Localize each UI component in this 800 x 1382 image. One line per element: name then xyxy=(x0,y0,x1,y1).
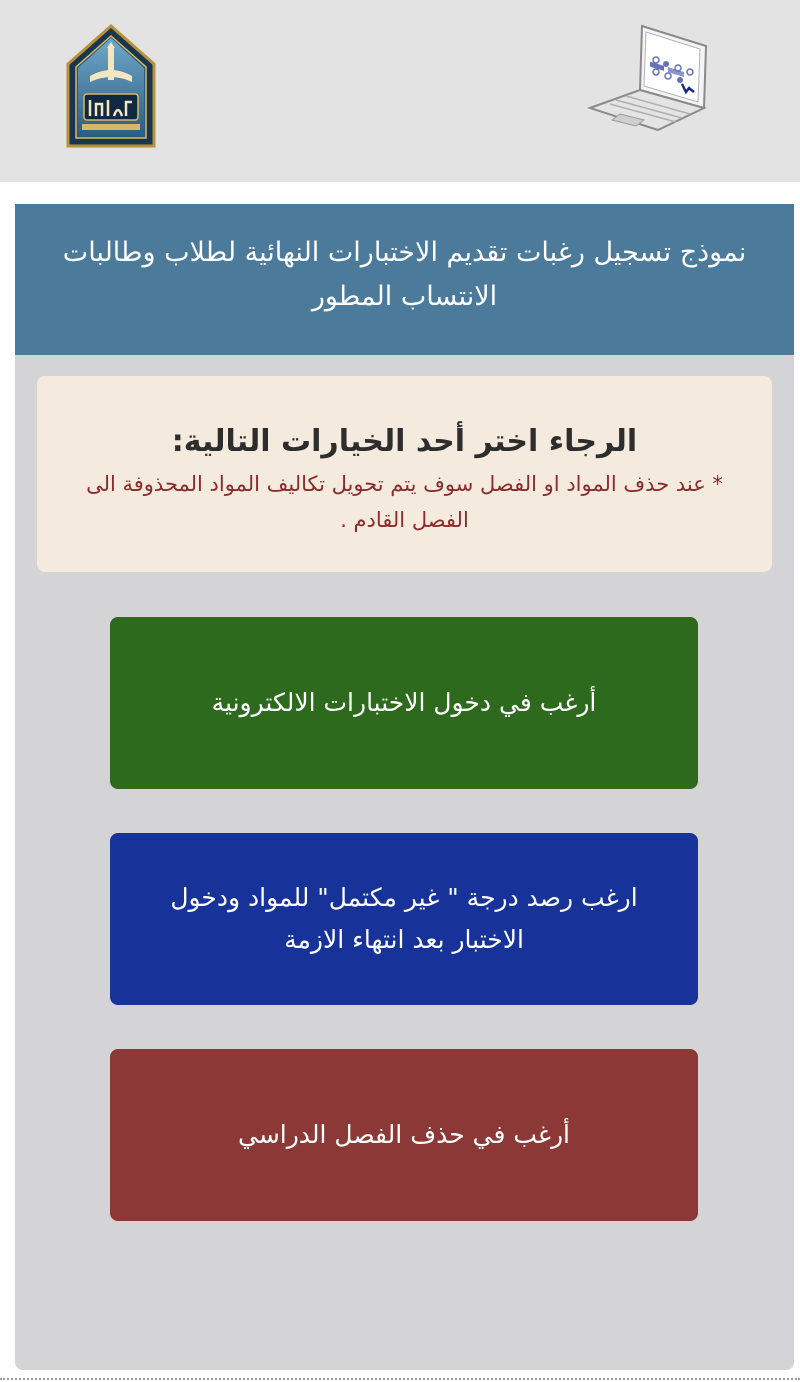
page-bottom-divider xyxy=(0,1378,800,1380)
form-title: نموذج تسجيل رغبات تقديم الاختبارات النهائية لطلاب وطالبات الانتساب المطور xyxy=(62,236,747,312)
option-drop-semester-button[interactable]: أرغب في حذف الفصل الدراسي xyxy=(110,1049,698,1221)
notice-box xyxy=(37,376,772,572)
laptop-exam-icon xyxy=(586,20,712,136)
form-header xyxy=(15,204,794,355)
option-incomplete-grade-button[interactable]: ارغب رصد درجة " غير مكتمل" للمواد ودخول الاختبار بعد انتهاء الازمة xyxy=(110,833,698,1005)
top-banner xyxy=(0,0,800,182)
form-card xyxy=(15,204,794,1370)
option-electronic-exams-button[interactable]: أرغب في دخول الاختبارات الالكترونية xyxy=(110,617,698,789)
university-emblem-icon xyxy=(66,24,156,148)
notice-title: الرجاء اختر أحد الخيارات التالية: xyxy=(171,424,638,459)
notice-warning-text: * عند حذف المواد او الفصل سوف يتم تحويل تكاليف المواد المحذوفة الى الفصل القادم . xyxy=(86,472,723,532)
